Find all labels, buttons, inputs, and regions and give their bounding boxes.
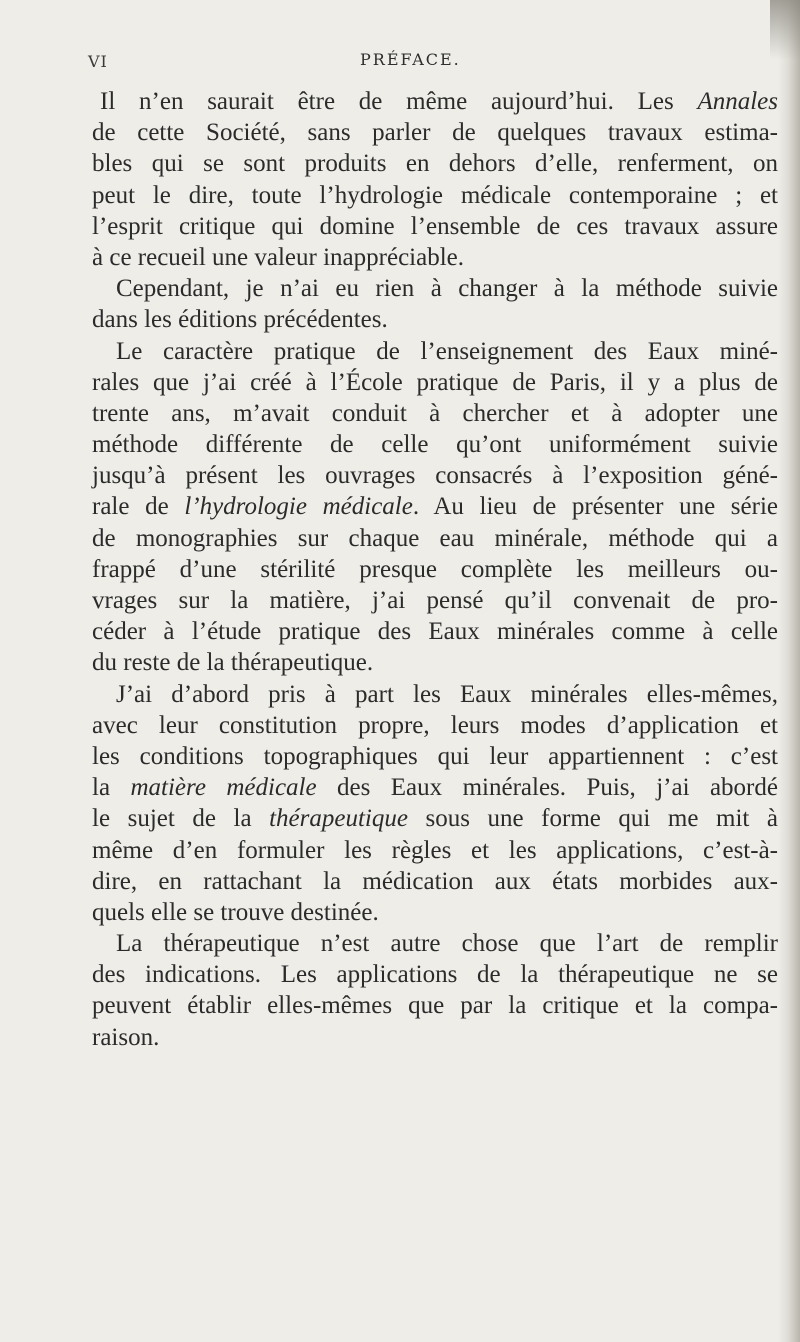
- text-segment: Il n’en saurait être de même aujourd’hui. Les: [100, 88, 698, 115]
- text-segment: Le caractère pratique de l’enseignement des Eaux miné-: [116, 337, 778, 365]
- text-line: [92, 304, 778, 335]
- running-title: PRÉFACE.: [360, 50, 461, 69]
- text-line: [92, 897, 778, 928]
- text-line: [92, 647, 778, 678]
- text-segment: dans les éditions précédentes.: [92, 306, 388, 334]
- text-segment: méthode différente de celle qu’ont uniformément suivie: [92, 431, 778, 459]
- text-line: [92, 491, 778, 522]
- paragraph: [92, 86, 778, 273]
- text-segment: vrages sur la matière, j’ai pensé qu’il convenait de pro-: [92, 587, 778, 614]
- text-line: [92, 959, 778, 990]
- page-number: VI: [88, 52, 108, 71]
- text-segment: la: [92, 774, 131, 802]
- text-line: [92, 803, 778, 834]
- text-segment: de monographies sur chaque eau minérale, méthode qui a: [92, 524, 778, 552]
- italic-text: thérapeutique: [269, 805, 408, 833]
- text-line: [92, 990, 778, 1021]
- text-segment: à ce recueil une valeur inappréciable.: [92, 243, 464, 271]
- page-edge-shadow: [778, 0, 800, 1342]
- text-line: [92, 554, 778, 585]
- text-segment: dire, en rattachant la médication aux états morbides aux-: [92, 867, 778, 895]
- text-line: [92, 429, 778, 460]
- text-segment: quels elle se trouve destinée.: [92, 898, 379, 926]
- text-line: [92, 741, 778, 772]
- text-line: [92, 866, 778, 897]
- text-line: [92, 367, 778, 398]
- text-segment: jusqu’à présent les ouvrages consacrés à l’exposition géné-: [92, 462, 778, 490]
- text-line: [92, 180, 778, 211]
- text-segment: peut le dire, toute l’hydrologie médicale contemporaine ; et: [92, 181, 778, 209]
- text-segment: Cependant, je n’ai eu rien à changer à la méthode suivie: [116, 275, 778, 303]
- text-segment: même d’en formuler les règles et les applications, c’est-à-: [92, 836, 778, 864]
- text-line: [92, 117, 778, 148]
- body-text: [92, 86, 778, 1053]
- text-line: [92, 211, 778, 242]
- paragraph: [92, 336, 778, 679]
- text-line: [92, 242, 778, 273]
- text-line: [92, 523, 778, 554]
- text-line: [92, 772, 778, 803]
- italic-text: l’hydrologie médicale: [184, 493, 413, 521]
- text-segment: . Au lieu de présenter une série: [412, 493, 778, 521]
- text-segment: frappé d’une stérilité presque complète les meilleurs ou-: [92, 555, 778, 583]
- paragraph: [92, 928, 778, 1053]
- text-segment: rales que j’ai créé à l’École pratique de Paris, il y a plus de: [92, 368, 778, 396]
- text-segment: céder à l’étude pratique des Eaux minérales comme à celle: [92, 618, 778, 646]
- text-segment: raison.: [92, 1023, 160, 1051]
- text-segment: de cette Société, sans parler de quelques travaux estima-: [92, 119, 778, 147]
- text-line: [92, 710, 778, 741]
- text-segment: peuvent établir elles-mêmes que par la critique et la compa-: [92, 992, 778, 1020]
- text-segment: sous une forme qui me mit à: [407, 805, 778, 833]
- text-segment: J’ai d’abord pris à part les Eaux minérales elles-mêmes,: [116, 680, 778, 708]
- text-segment: La thérapeutique n’est autre chose que l’art de remplir: [116, 930, 778, 958]
- text-segment: les conditions topographiques qui leur appartiennent : c’est: [92, 742, 778, 770]
- text-line: [92, 585, 778, 616]
- text-segment: bles qui se sont produits en dehors d’elle, renferment, on: [92, 150, 778, 178]
- text-segment: l’esprit critique qui domine l’ensemble de ces travaux assure: [92, 212, 778, 240]
- text-line: [92, 1022, 778, 1053]
- text-segment: avec leur constitution propre, leurs modes d’application et: [92, 711, 778, 739]
- italic-text: Annales: [697, 88, 778, 115]
- text-segment: trente ans, m’avait conduit à chercher et à adopter une: [92, 399, 778, 427]
- text-line: [92, 835, 778, 866]
- text-segment: des Eaux minérales. Puis, j’ai abordé: [316, 774, 778, 802]
- paragraph: [92, 679, 778, 929]
- text-line: [92, 460, 778, 491]
- page-corner-shadow: [770, 0, 800, 60]
- text-segment: des indications. Les applications de la thérapeutique ne se: [92, 961, 778, 989]
- text-segment: le sujet de la: [92, 805, 270, 833]
- text-line: [92, 336, 778, 367]
- text-line: [92, 273, 778, 304]
- page-header: [88, 48, 708, 76]
- text-line: [92, 86, 778, 117]
- text-line: [92, 616, 778, 647]
- italic-text: matière médicale: [130, 774, 317, 802]
- text-segment: rale de: [92, 493, 185, 521]
- text-segment: du reste de la thérapeutique.: [92, 649, 374, 677]
- text-line: [92, 928, 778, 959]
- paragraph: [92, 273, 778, 335]
- text-line: [92, 148, 778, 179]
- text-line: [92, 398, 778, 429]
- text-line: [92, 679, 778, 710]
